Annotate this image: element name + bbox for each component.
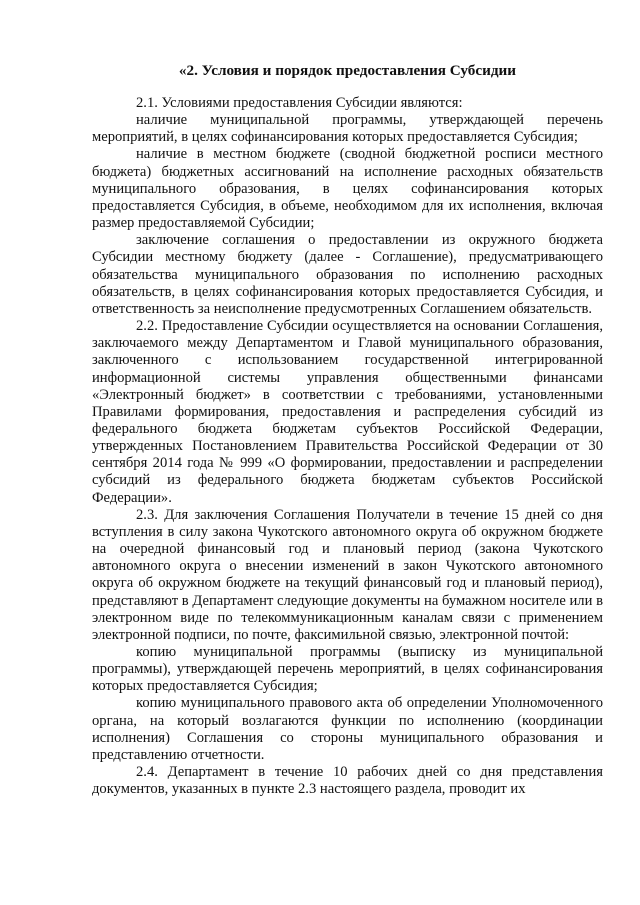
paragraph-2-4: 2.4. Департамент в течение 10 рабочих дней со дня представления документов, указанных в пункте 2.3 настоящего раздела, проводит их: [92, 764, 603, 798]
paragraph-2-2: 2.2. Предоставление Субсидии осуществляется на основании Соглашения, заключаемого между Департаментом и Главой муниципального образования, заключенного с использованием государственной интегрированной информационной системы управления общественными финансами «Электронный бюджет» в соответствии с требованиями, установленными Правилами формирования, предоставления и распределения субсидий из федерального бюджета бюджетам субъектов Российской Федерации, утвержденных Постановлением Правительства Российской Федерации от 30 сентября 2014 года № 999 «О формировании, предоставлении и распределении субсидий из федерального бюджета бюджетам субъектов Российской Федерации».: [92, 318, 603, 506]
paragraph-condition-program: наличие муниципальной программы, утверждающей перечень мероприятий, в целях софинансирования которых предоставляется Субсидия;: [92, 112, 603, 146]
section-heading: «2. Условия и порядок предоставления Субсидии: [178, 62, 517, 79]
paragraph-2-1: 2.1. Условиями предоставления Субсидии являются:: [136, 95, 463, 111]
paragraph-doc-program-copy: копию муниципальной программы (выписку из муниципальной программы), утверждающей перечень мероприятий, в целях софинансирования которых предоставляется Субсидия;: [92, 644, 603, 695]
paragraph-2-3: 2.3. Для заключения Соглашения Получатели в течение 15 дней со дня вступления в силу закона Чукотского автономного округа об окружном бюджете на очередной финансовый год и плановый период (закона Чукотского автономного округа о внесении изменений в закон Чукотского автономного округа об окружном бюджете на текущий финансовый год и плановый период), представляют в Департамент следующие документы на бумажном носителе или в электронном виде по телекоммуникационным каналам связи с применением электронной подписи, по почте, факсимильной связью, электронной почтой:: [92, 506, 603, 643]
paragraph-condition-budget: наличие в местном бюджете (сводной бюджетной росписи местного бюджета) бюджетных ассигнований на исполнение расходных обязательств муниципального образования, в целях софинансирования которых предоставляется Субсидия, в объеме, необходимом для их исполнения, включая размер предоставляемой Субсидии;: [92, 146, 603, 232]
paragraph-doc-legal-act-copy: копию муниципального правового акта об определении Уполномоченного органа, на который возлагаются функции по исполнению (координации исполнения) Соглашения со стороны муниципального образования и представлению отчетности.: [92, 695, 603, 763]
paragraph-condition-agreement: заключение соглашения о предоставлении из окружного бюджета Субсидии местному бюджету (далее - Соглашение), предусматривающего обязательства муниципального образования по исполнению расходных обязательств, в целях софинансирования которых предоставляется Субсидия, и ответственность за неисполнение предусмотренных Соглашением обязательств.: [92, 232, 603, 317]
section-body: [92, 95, 603, 798]
